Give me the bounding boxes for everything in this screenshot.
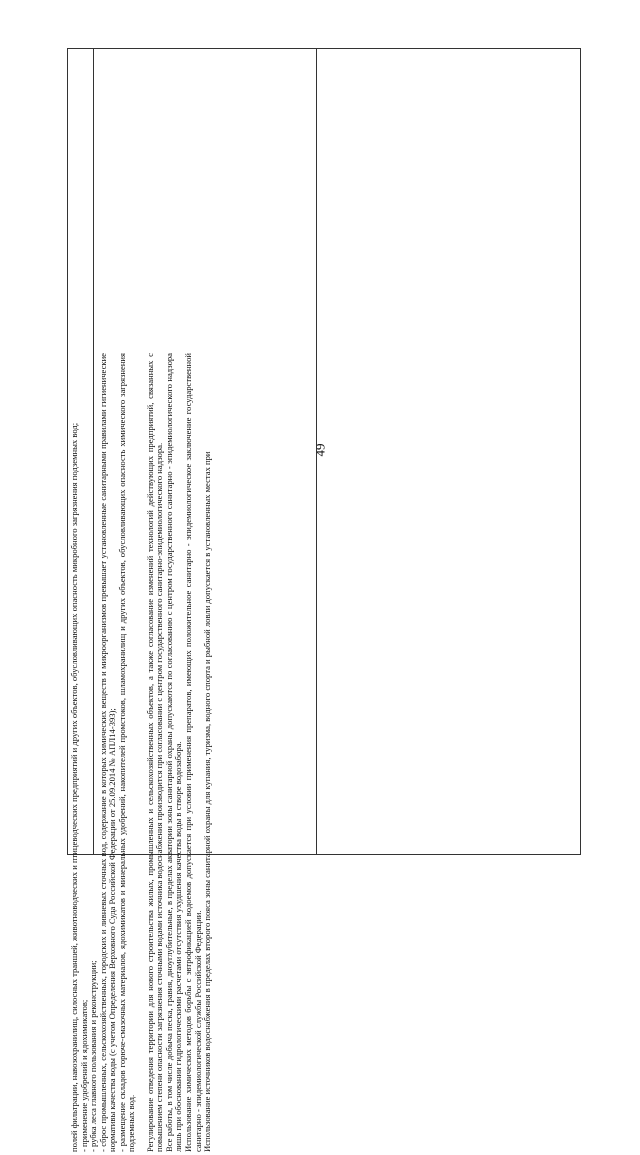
paragraph: Использование источников водоснабжения в пределах второго пояса зоны санитарной охраны для купания, туризма, водного спорта и рыбной ловли допускается в установленных местах при xyxy=(202,451,213,1152)
paragraph: - сброс промышленных, сельскохозяйственных, городских и ливневых сточных вод, содержание в которых химических веществ и микроорганизмов превышает установленные санитарными правилами гигиенические нормативы качества воды (с учетом Определения Верховного Суда Российской Федерации от 25.09.2014 № АПЛ14-393); xyxy=(97,353,118,1152)
requirements-text-cell xyxy=(68,350,290,1155)
paragraph: - размещение складов горюче-смазочных материалов, ядохимикатов и минеральных удобрений, накопителей промстоков, шламохранилищ и других объектов, обусловливающих опасность химического загрязнения подземных вод. xyxy=(116,353,137,1152)
paragraph: Регулирование отведения территории для нового строительства жилых, промышленных и сельскохозяйственных объектов, а также согласование изменений технологий действующих предприятий, связанных с повышением степени опасности загрязнения сточными водами источника водоснабжения производится при согласовании с центром государственного санитарно-эпидемиологического надзора. xyxy=(144,353,165,1152)
paragraph: - применение удобрений и ядохимикатов; xyxy=(78,999,89,1152)
paragraph: Использование химических методов борьбы с эвтрофикацией водоемов допускается при условии применения препаратов, имеющих положительное санитарно - эпидемиологическое заключение государственной санитарно - эпидемиологической службы Российской Федерации. xyxy=(183,353,203,1152)
column-divider-right xyxy=(316,49,317,854)
page-number: 49 xyxy=(312,443,328,457)
paragraph: Все работы, в том числе добыча песка, гравия, дноуглубительные, в пределах акватории зоны санитарной охраны допускаются по согласованию с центром государственного санитарно - эпидемиологического надзора лишь при обосновании гидрологическими расчетами отсутствия ухудшения качества воды в створе водозабора. xyxy=(163,353,184,1152)
paragraph: - рубка леса главного пользования и реконструкции; xyxy=(88,960,99,1152)
paragraph: полей фильтрации, навозохранилищ, силосных траншей, животноводческих и птицеводческих предприятий и других объектов, обусловливающих опасность микробного загрязнения подземных вод; xyxy=(69,422,79,1152)
